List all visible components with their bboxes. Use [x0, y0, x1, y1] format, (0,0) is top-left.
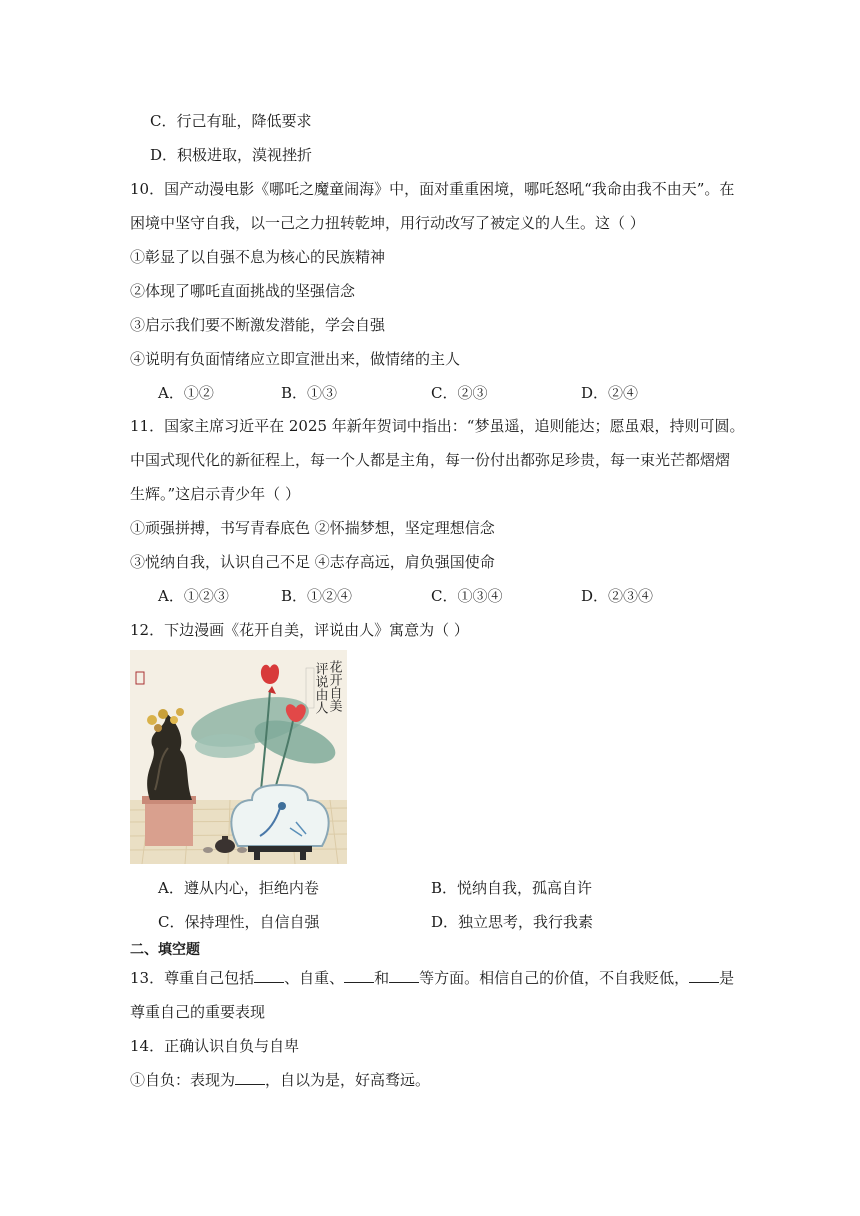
q12-option-c: C．保持理性，自信自强: [158, 913, 320, 931]
q11-option-d: D．②③④: [581, 587, 654, 605]
q10-item2: ②体现了哪吒直面挑战的坚强信念: [130, 282, 356, 300]
q11-items-line2: ③悦纳自我，认识自己不足 ④志存高远，肩负强国使命: [130, 553, 495, 571]
q11-option-a: A．①②③: [158, 587, 229, 605]
q10-option-b: B．①③: [281, 384, 338, 402]
q10-option-d: D．②④: [581, 384, 639, 402]
q9-option-d: D．积极进取，漠视挫折: [150, 146, 313, 164]
svg-text:评说由人: 评说由人: [312, 662, 328, 714]
q11-stem-line2: 中国式现代化的新征程上，每一个人都是主角，每一份付出都弥足珍贵，每一束光芒都熠熠: [130, 451, 731, 469]
q10-stem-line1: 10．国产动漫电影《哪吒之魔童闹海》中，面对重重困境，哪吒怒吼“我命由我不由天”。在: [130, 180, 735, 198]
q10-item3: ③启示我们要不断激发潜能，学会自强: [130, 316, 386, 334]
q11-stem-line1: 11．国家主席习近平在 2025 年新年贺词中指出：“梦虽遥，追则能达；愿虽艰，持则可圆。: [130, 417, 745, 435]
fill-blank[interactable]: [235, 1070, 265, 1085]
fill-blank[interactable]: [389, 968, 419, 983]
fill-blank[interactable]: [689, 968, 719, 983]
q12-option-b: B．悦纳自我，孤高自许: [431, 879, 593, 897]
q13-text-1: 13．尊重自己包括: [130, 969, 255, 987]
q12-stem: 12．下边漫画《花开自美，评说由人》寓意为（ ）: [130, 621, 469, 639]
q14-item1-text-b: ，自以为是，好高骛远。: [265, 1071, 431, 1089]
q9-option-c: C．行己有耻，降低要求: [150, 112, 312, 130]
svg-text:花开自美: 花开自美: [326, 660, 342, 712]
q12-option-d: D．独立思考，我行我素: [431, 913, 594, 931]
q13-line1: [130, 968, 734, 988]
q13-text-4: 等方面。相信自己的价值，不自我贬低，: [419, 969, 690, 987]
q10-item1: ①彰显了以自强不息为核心的民族精神: [130, 248, 386, 266]
lotus-painting-image: [130, 650, 347, 864]
q11-stem-line3: 生辉。”这启示青少年（ ）: [130, 485, 300, 503]
fill-blank[interactable]: [344, 968, 374, 983]
q13-text-5: 是: [719, 969, 735, 987]
q13-text-2: 、自重、: [284, 969, 345, 987]
section-title: 二、填空题: [130, 942, 200, 958]
q10-item4: ④说明有负面情绪应立即宣泄出来，做情绪的主人: [130, 350, 461, 368]
q14-item1-text-a: ①自负：表现为: [130, 1071, 236, 1089]
q11-option-c: C．①③④: [431, 587, 503, 605]
q14-item1: [130, 1070, 430, 1090]
q10-stem-line2: 困境中坚守自我，以一己之力扭转乾坤，用行动改写了被定义的人生。这（ ）: [130, 214, 645, 232]
q14-title: 14．正确认识自负与自卑: [130, 1037, 300, 1055]
q10-option-c: C．②③: [431, 384, 488, 402]
q11-option-b: B．①②④: [281, 587, 353, 605]
q13-text-3: 和: [374, 969, 390, 987]
q12-option-a: A．遵从内心，拒绝内卷: [158, 879, 319, 897]
q10-option-a: A．①②: [158, 384, 214, 402]
q13-line2: 尊重自己的重要表现: [130, 1003, 266, 1021]
fill-blank[interactable]: [254, 968, 284, 983]
q11-items-line1: ①顽强拼搏，书写青春底色 ②怀揣梦想，坚定理想信念: [130, 519, 495, 537]
